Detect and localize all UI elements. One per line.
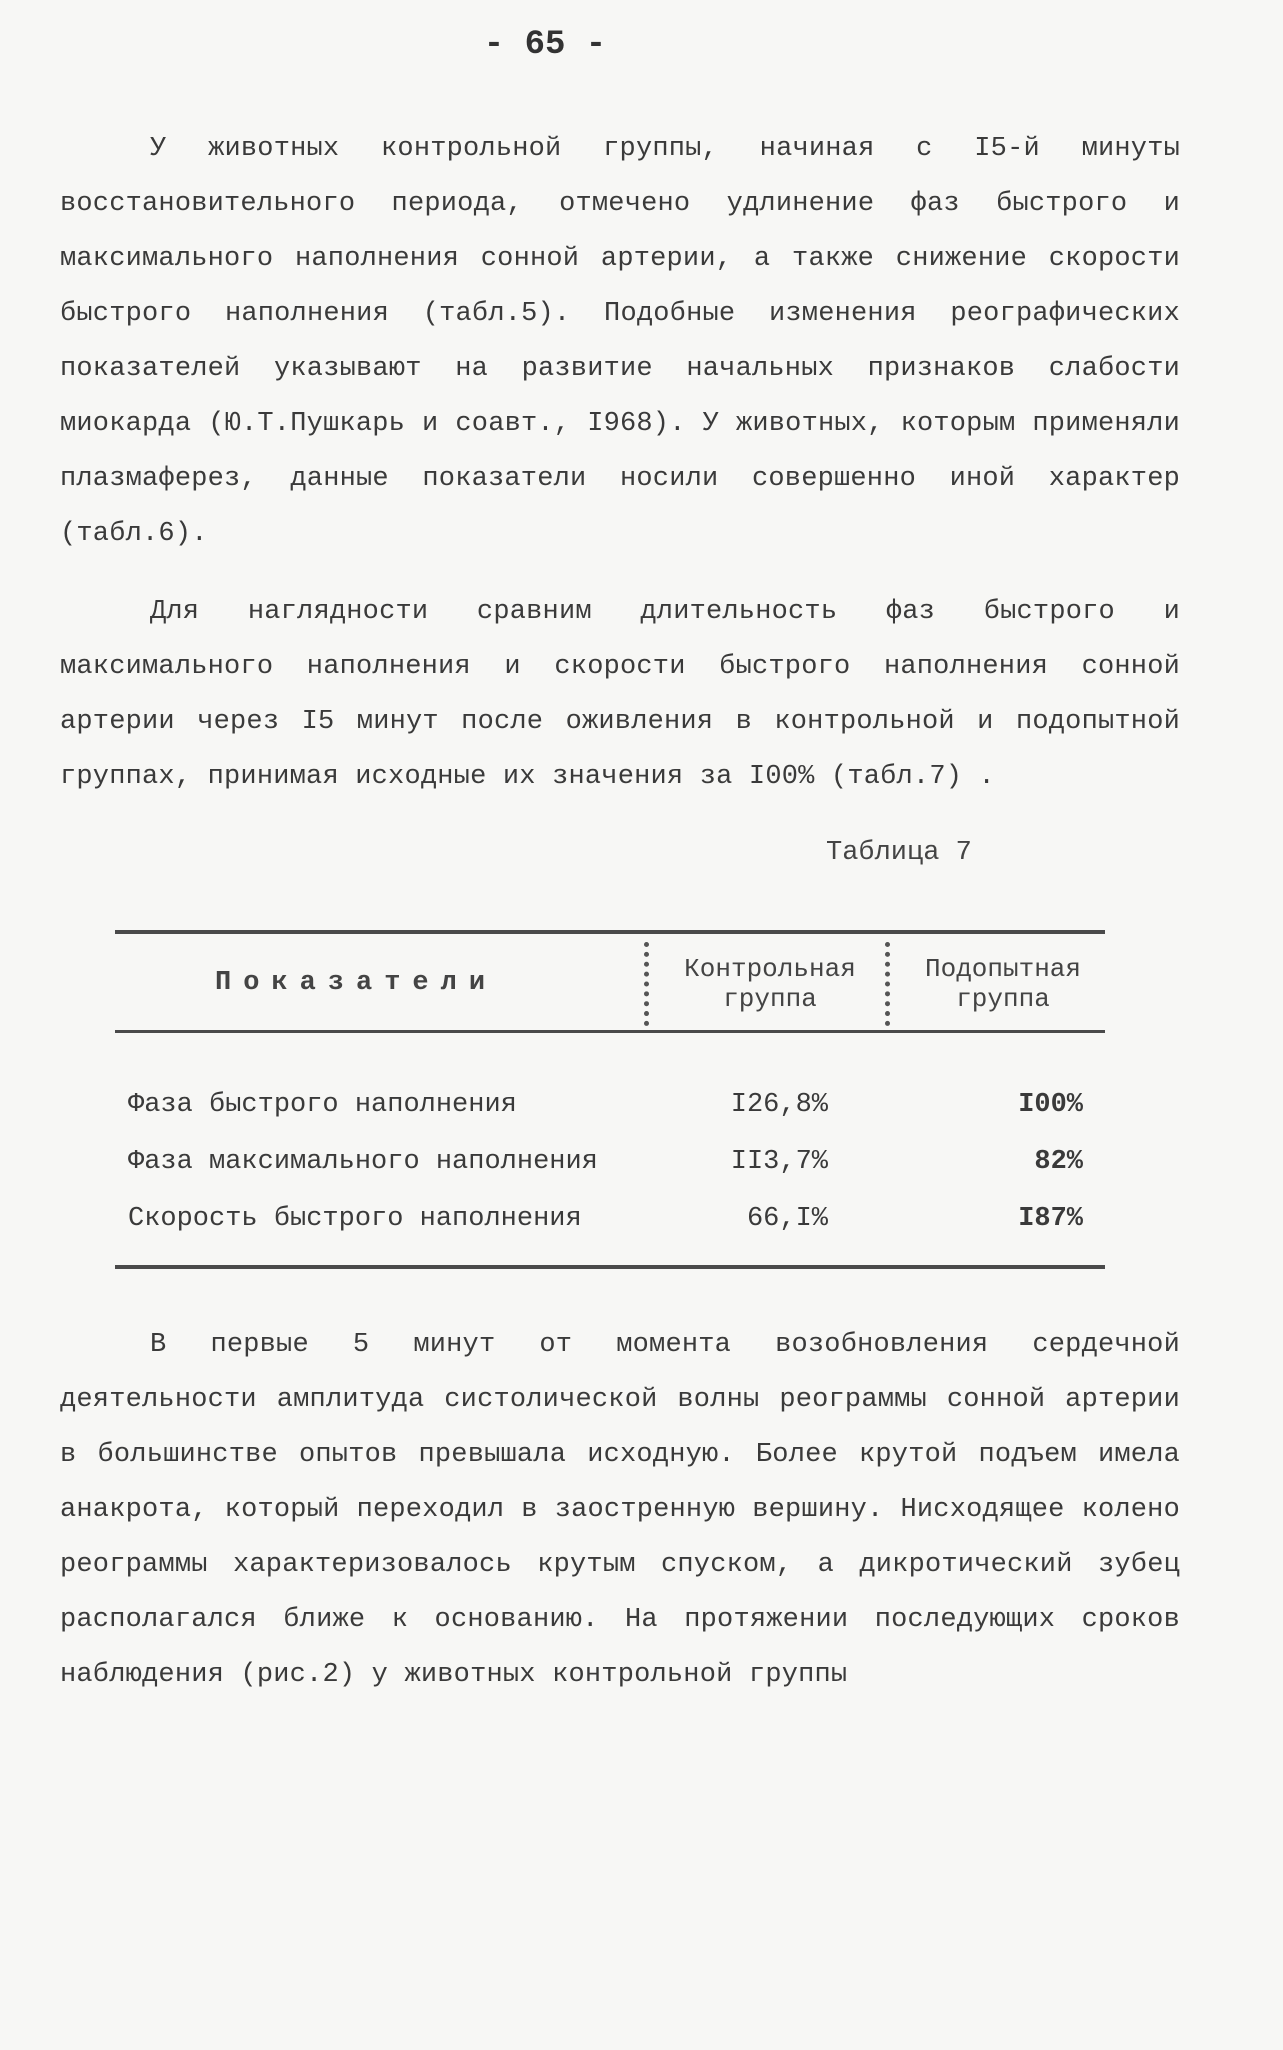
header-control-group: Контрольная группа — [684, 954, 856, 1014]
paragraph-1: У животных контрольной группы, начиная с I5-й минуты восстановительного периода, отмечено удлинение фаз быстрого и максимального наполнения сонной артерии, а также снижение скорости быстрого наполнения (табл.5). Подобные изменения реографических показателей указывают на развитие начальных признаков слабости миокарда (Ю.Т.Пушкарь и соавт., I968). У животных, которым применяли плазмаферез, данные показатели носили совершенно иной характер (табл.6). — [60, 134, 1180, 549]
table-row — [128, 1090, 1088, 1140]
paragraph-3: В первые 5 минут от момента возобновления сердечной деятельности амплитуда систолической волны реограммы сонной артерии в большинстве опытов превышала исходную. Более крутой подъем имела анакрота, который переходил в заостренную вершину. Нисходящее колено реограммы характеризовалось крутым спуском, а дикротический зубец располагался ближе к основанию. На протяжении последующих сроков наблюдения (рис.2) у животных контрольной группы — [60, 1330, 1180, 1690]
column-separator — [885, 942, 890, 1026]
table-caption: Таблица 7 — [826, 838, 972, 868]
table-row — [128, 1204, 1088, 1254]
row-label: Фаза максимального наполнения — [128, 1147, 598, 1177]
table-top-rule — [115, 930, 1105, 934]
paragraph-2: Для наглядности сравним длительность фаз быстрого и максимального наполнения и скорости быстрого наполнения сонной артерии через I5 минут после оживления в контрольной и подопытной группах, принимая исходные их значения за I00% (табл.7) . — [60, 597, 1180, 792]
row-label: Фаза быстрого наполнения — [128, 1090, 517, 1120]
control-value: I26,8% — [730, 1090, 828, 1120]
page-number: - 65 - — [483, 26, 607, 64]
column-separator — [644, 942, 649, 1026]
table-row — [128, 1147, 1088, 1197]
table-header-rule — [115, 1030, 1105, 1033]
experimental-value: I00% — [1018, 1090, 1083, 1120]
table-bottom-rule — [115, 1265, 1105, 1269]
control-value: 66,I% — [746, 1204, 828, 1234]
experimental-value: I87% — [1018, 1204, 1083, 1234]
row-label: Скорость быстрого наполнения — [128, 1204, 582, 1234]
header-indicators: Показатели — [215, 968, 498, 998]
header-experimental-group: Подопытная группа — [924, 954, 1082, 1014]
control-value: II3,7% — [730, 1147, 828, 1177]
experimental-value: 82% — [1034, 1147, 1083, 1177]
